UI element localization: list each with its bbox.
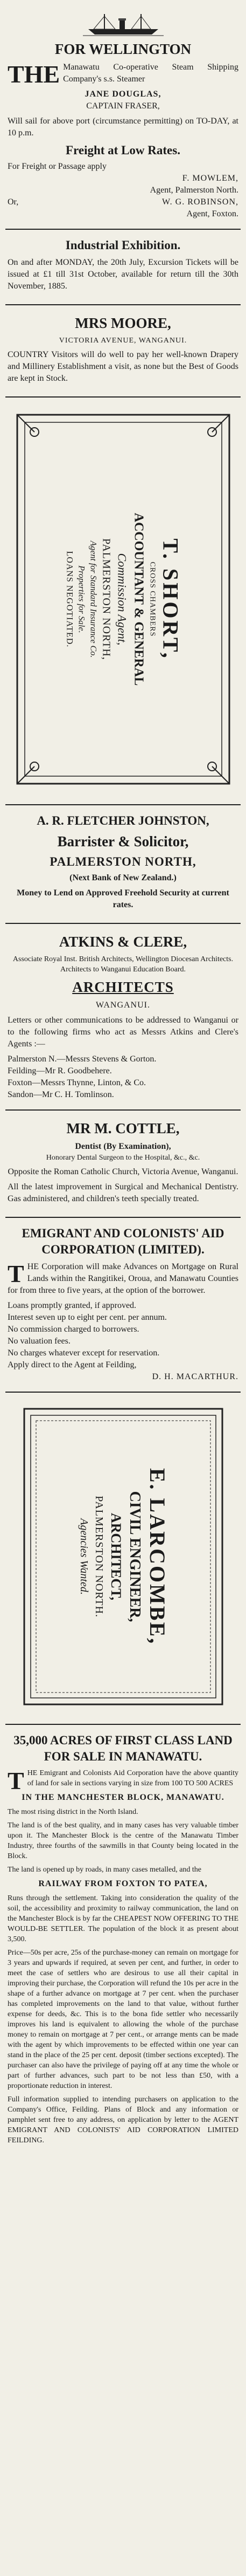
engineer-advert <box>5 1393 241 1725</box>
corporation-advert: EMIGRANT AND COLONISTS' AID CORPORATION (LIMITED). THE Corporation will make Advances on Mortgage on Rural Lands within the Rangitikei, Oroua, and Manawatu Counties for from three to five years, at the option of the borrower. Loans promptly granted, if approved. Interest seven up to eight per cent. per annum. No commission charged to borrowers. No valuation fees. No charges whatever except for reservation. Apply direct to the Agent at Feilding, D. H. MACARTHUR. <box>5 1218 241 1393</box>
advert-property: Properties for Sale. <box>76 565 86 633</box>
advert-next: (Next Bank of New Zealand.) <box>69 873 177 882</box>
advert-sub: Honorary Dental Surgeon to the Hospital, &c., &c. <box>46 1154 200 1162</box>
agent-line: Sandon—Mr C. H. Tomlinson. <box>8 1090 114 1099</box>
accountant-advert <box>5 398 241 805</box>
advert-heading: Industrial Exhibition. <box>65 238 181 252</box>
advert-body: Manawatu Co-operative Steam Shipping Company's s.s. Steamer <box>63 63 238 84</box>
advert-agencies: Agencies Wanted. <box>78 1518 90 1595</box>
exhibition-advert <box>5 230 241 305</box>
advert-arch: ARCHITECTS <box>72 979 174 995</box>
advert-heading: MR M. COTTLE, <box>66 1120 180 1136</box>
loan-line: No commission charged to borrowers. <box>8 1325 139 1334</box>
advert-money: Money to Lend on Approved Freehold Security at current rates. <box>17 888 229 909</box>
freight-heading: Freight at Low Rates. <box>66 143 180 157</box>
agent-role: Agent, Foxton. <box>186 209 238 218</box>
cross-chambers: CROSS CHAMBERS <box>148 561 156 637</box>
advert-title: Barrister & Solicitor, <box>57 833 189 849</box>
architects-advert <box>5 924 241 1111</box>
advert-body: All the latest improvement in Surgical and Mechanical Dentistry. Gas administered, and children's teeth specially treated. <box>8 1182 238 1203</box>
passage-text: For Freight or Passage apply <box>8 162 107 171</box>
advert-agent: Commission Agent, <box>115 553 129 646</box>
loan-line: Loans promptly granted, if approved. <box>8 1301 137 1310</box>
advert-paragraph: The land is of the best quality, and in many cases has very valuable timber upon it. The Manchester Block is the centre of the Manawatu Timber Industry, three fourths of the sawmills in that County being located in the Block. <box>8 1821 238 1860</box>
agent-line: Feilding—Mr R. Goodbehere. <box>8 1066 112 1075</box>
agent-line: Palmerston N.—Messrs Stevens & Gorton. <box>8 1054 157 1064</box>
rotated-text <box>63 427 183 772</box>
loan-line: No charges whatever except for reservation. <box>8 1348 160 1358</box>
loan-line: No valuation fees. <box>8 1337 71 1346</box>
drop-cap-text: THE <box>8 60 60 88</box>
ornamental-frame <box>21 1406 226 1708</box>
agent-role: Agent, Palmerston North. <box>150 186 238 195</box>
advert-body: HE Emigrant and Colonists Aid Corporation have the above quantity of land for sale in sections varying in size from 100 TO 500 ACRES <box>27 1769 238 1787</box>
rotated-text <box>76 1422 170 1691</box>
ship-name: JANE DOUGLAS, <box>85 90 161 99</box>
advert-heading: 35,000 ACRES OF FIRST CLASS LAND FOR SALE IN MANAWATU. <box>13 1734 233 1763</box>
sailing-notice: Will sail for above port (circumstance permitting) on TO-DAY, at 10 p.m. <box>8 117 238 138</box>
advert-place: PALMERSTON NORTH, <box>100 538 112 660</box>
agent-name: F. MOWLEM, <box>182 174 238 183</box>
ornamental-frame <box>13 410 234 788</box>
advert-standard: Agent for Standard Insurance Co. <box>88 540 97 658</box>
advert-role: CIVIL ENGINEER, <box>126 1491 143 1622</box>
advert-arch: ARCHITECT, <box>108 1512 124 1601</box>
draper-advert <box>5 305 241 398</box>
advert-paragraph: Full information supplied to intending purchasers on application to the Company's Office, Feilding. Plans of Block and any information or pamphlet sent free to any address, on application by letter to the AGENT EMIGRANT AND COLONISTS' AID CORPORATION LIMITED FEILDING. <box>8 2095 238 2145</box>
ship-icon <box>83 12 164 37</box>
captain-name: CAPTAIN FRASER, <box>86 101 160 111</box>
advert-name: T. SHORT, <box>158 538 182 660</box>
advert-body: Letters or other communications to be addressed to Wanganui or to the following firms who act as Messrs Atkins and Clere's Agents :— <box>8 1016 238 1049</box>
advert-title: Dentist (By Examination), <box>75 1142 171 1151</box>
advert-opp: Opposite the Roman Catholic Church, Victoria Avenue, Wanganui. <box>8 1167 238 1176</box>
advert-heading: FOR WELLINGTON <box>54 41 192 57</box>
advert-paragraph: Runs through the settlement. Taking into consideration the quality of the soil, the accessibility and proximity to railway communication, the land on the Manchester Block is by far the CHEAPEST NOW OFFERING TO THE WOULD-BE SETTLER. The population of the block it as present about 3,500. <box>8 1894 238 1943</box>
advert-sub: Architects to Wanganui Education Board. <box>60 965 186 974</box>
advert-loans: LOANS NEGOTIATED. <box>65 551 74 648</box>
advert-body: HE Corporation will make Advances on Mortgage on Rural Lands within the Rangitikei, Oroua, and Manawatu Counties for from three to five years, at the option of the borrower. <box>8 1262 238 1295</box>
advert-name: E. LARCOMBE, <box>145 1468 170 1646</box>
railway-heading: RAILWAY FROM FOXTON TO PATEA, <box>38 1879 208 1888</box>
advert-place: PALMERSTON NORTH, <box>50 855 196 868</box>
barrister-advert <box>5 805 241 924</box>
dentist-advert <box>5 1111 241 1218</box>
advert-body: On and after MONDAY, the 20th July, Excursion Tickets will be issued at £1 till 31st October, available for return till the 30th November, 1885. <box>8 258 238 291</box>
advert-heading: MRS MOORE, <box>75 315 171 331</box>
advert-heading: EMIGRANT AND COLONISTS' AID CORPORATION (LIMITED). <box>22 1227 224 1256</box>
or-text: Or, <box>8 197 19 207</box>
land-sale-advert: 35,000 ACRES OF FIRST CLASS LAND FOR SALE IN MANAWATU. THE Emigrant and Colonists Aid Corporation have the above quantity of land for sale in sections varying in size from 100 TO 500 ACRES IN THE MANCHESTER BLOCK, MANAWATU. The most rising district in the North Island. The land is of the best quality, and in many cases has very valuable timber upon it. The Manchester Block is the centre of the Manawatu Timber Industry, three fourths of the sawmills in that County being located in the Block. The land is opened up by roads, in many cases metalled, and the RAILWAY FROM FOXTON TO PATEA, Runs through the settlement. Taking into consideration the quality of the soil, the accessibility and proximity to railway communication, the land on the Manchester Block is by far the CHEAPEST NOW OFFERING TO THE WOULD-BE SETTLER. The population of the block it as present about 3,500. Price—50s per acre, 25s of the purchase-money can remain on mortgage for 3 years and upwards if required, at seven per cent, and further, in order to meet the case of settlers who are desirous to use all their capital in improving their purchase, the Corporation will refund the 10s per acre in the shape of a further advance on mortgage at 7 per cent. when the purchaser has completed improvements on the land to that value, without further expense for deeds, &c. This is to the bona fide settler who necessarily improves his land is equivalent to allowing the whole of the purchase money to remain on mortgage at 7 per cent., or arrange ments can be made with the agent by which improvements to be effected within one year can stand in the place of the 25 per cent. deposit (timber sections excepted). The purchaser can also have the privilege of paying off at any time the whole or part of further advances, such part to be not less than £50, with a proportionate reduction in interest. Full information supplied to intending purchasers on application to the Company's Office, Feilding. Plans of Block and any information or pamphlet sent free to any address, on application by letter to the AGENT EMIGRANT AND COLONISTS' AID CORPORATION LIMITED FEILDING. <box>8 1734 238 2145</box>
loan-line: Apply direct to the Agent at Feilding, <box>8 1360 137 1369</box>
advert-sub: Associate Royal Inst. British Architects, Wellington Diocesan Architects. <box>12 955 234 963</box>
agent-line: Foxton—Messrs Thynne, Linton, & Co. <box>8 1078 146 1087</box>
agent-name: W. G. ROBINSON, <box>162 197 238 207</box>
advert-paragraph: The most rising district in the North Island. <box>8 1808 138 1816</box>
advert-heading: A. R. FLETCHER JOHNSTON, <box>37 814 209 827</box>
advert-role: ACCOUNTANT & GENERAL <box>131 512 145 686</box>
block-heading: IN THE MANCHESTER BLOCK, MANAWATU. <box>22 1793 224 1802</box>
advert-paragraph: The land is opened up by roads, in many cases metalled, and the <box>8 1866 202 1874</box>
advert-paragraph: Price—50s per acre, 25s of the purchase-money can remain on mortgage for 3 years and upwards if required, at seven per cent, and further, in order to meet the case of settlers who are desirous to use all their capital in improving their purchase, the Corporation will refund the 10s per acre in the shape of a further advance on mortgage at 7 per cent. when the purchaser has completed improvements on the land to that value, without further expense for deeds, &c. This is to the bona fide settler who necessarily improves his land is equivalent to allowing the whole of the purchase money to remain on mortgage at 7 per cent., or arrange ments can be made with the agent by which improvements to be effected within one year can stand in the place of the 25 per cent. deposit (timber sections excepted). The purchaser can also have the privilege of paying off at any time the whole or part of further advances, such part to be not less than £50, with a proportionate reduction in interest. <box>8 1949 238 2090</box>
advert-body: COUNTRY Visitors will do well to pay her well-known Drapery and Millinery Establishment a visit, as none but the Best of Goods are kept in Stock. <box>8 350 238 383</box>
advert-signer: D. H. MACARTHUR. <box>152 1372 238 1381</box>
advert-place: PALMERSTON NORTH. <box>93 1496 105 1618</box>
steamer-advert <box>5 4 241 230</box>
loan-line: Interest seven up to eight per cent. per annum. <box>8 1313 167 1322</box>
advert-heading: ATKINS & CLERE, <box>59 934 187 950</box>
advert-address: VICTORIA AVENUE, WANGANUI. <box>59 337 187 345</box>
advert-town: WANGANUI. <box>96 1001 150 1010</box>
